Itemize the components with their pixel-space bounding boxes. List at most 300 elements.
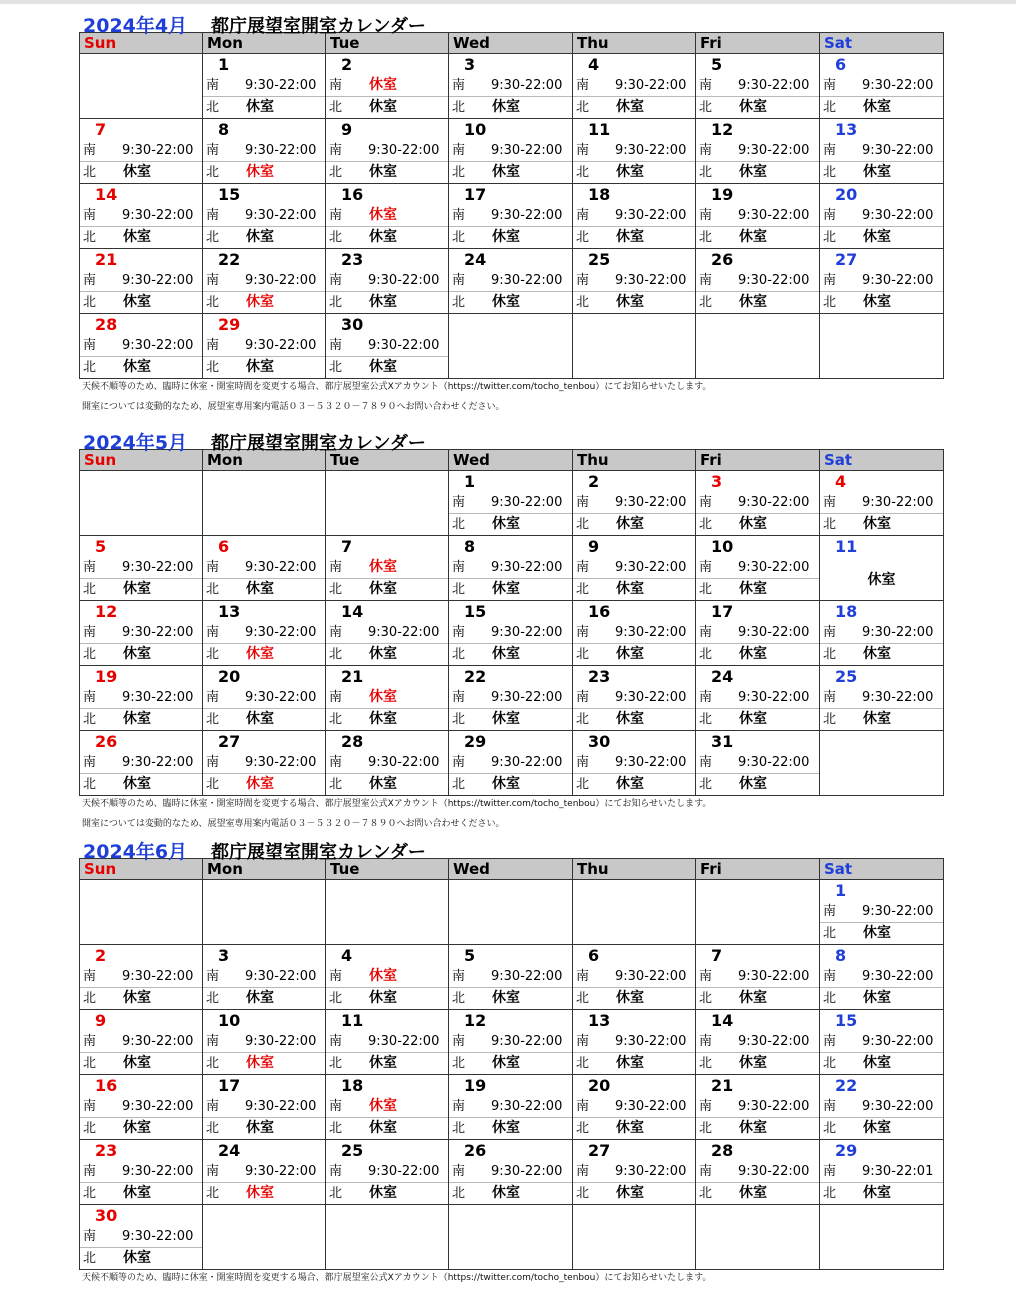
south-observatory-row (573, 140, 695, 162)
south-hours: 9:30-22:00 (245, 1164, 317, 1179)
south-label: 南 (83, 560, 97, 575)
south-label: 南 (329, 78, 343, 93)
south-hours: 9:30-22:00 (862, 208, 934, 223)
day-cell (203, 666, 326, 731)
north-label: 北 (576, 517, 590, 532)
day-cell (820, 249, 944, 314)
weekday-header: Fri (696, 33, 820, 54)
south-observatory-row (449, 140, 572, 162)
north-observatory-row (80, 709, 202, 730)
north-observatory-row (80, 357, 202, 378)
north-observatory-row (573, 227, 695, 248)
north-hours: 休室 (123, 581, 151, 597)
south-label: 南 (83, 1034, 97, 1049)
north-label: 北 (206, 295, 220, 310)
north-observatory-row (80, 162, 202, 183)
day-number: 14 (95, 185, 118, 204)
day-cell (573, 184, 696, 249)
north-observatory-row (203, 988, 325, 1009)
south-label: 南 (823, 625, 837, 640)
south-hours: 9:30-22:00 (491, 208, 563, 223)
south-hours: 9:30-22:00 (862, 273, 934, 288)
south-observatory-row (820, 140, 943, 162)
south-hours: 9:30-22:00 (738, 1099, 810, 1114)
north-observatory-row (820, 988, 943, 1009)
day-cell (203, 314, 326, 379)
north-hours: 休室 (616, 294, 644, 310)
south-label: 南 (452, 690, 466, 705)
north-label: 北 (452, 1056, 466, 1071)
south-observatory-row (80, 557, 202, 579)
day-cell (696, 1075, 820, 1140)
day-cell (820, 601, 944, 666)
weekday-header: Tue (326, 859, 449, 880)
south-observatory-row (449, 687, 572, 709)
north-label: 北 (576, 1121, 590, 1136)
empty-day-cell (80, 54, 203, 119)
north-observatory-row (80, 774, 202, 795)
north-observatory-row (573, 709, 695, 730)
north-observatory-row (696, 162, 819, 183)
week-row (80, 184, 944, 249)
day-number: 24 (711, 667, 734, 686)
day-cell (80, 249, 203, 314)
south-observatory-row (80, 622, 202, 644)
north-observatory-row (326, 162, 448, 183)
north-label: 北 (329, 165, 343, 180)
south-label: 南 (576, 625, 590, 640)
north-hours: 休室 (246, 581, 274, 597)
south-observatory-row (449, 1096, 572, 1118)
day-cell (449, 471, 573, 536)
north-observatory-row (449, 227, 572, 248)
north-hours: 休室 (246, 1055, 274, 1071)
day-cell (203, 1010, 326, 1075)
north-hours: 休室 (492, 711, 520, 727)
north-hours: 休室 (369, 1185, 397, 1201)
north-hours: 休室 (739, 1185, 767, 1201)
month-calendar (79, 836, 943, 1290)
south-label: 南 (206, 1164, 220, 1179)
south-label: 南 (823, 1099, 837, 1114)
north-observatory-row (449, 1183, 572, 1204)
north-observatory-row (326, 709, 448, 730)
weekday-header-row (80, 859, 944, 880)
north-label: 北 (329, 230, 343, 245)
weekday-header: Wed (449, 859, 573, 880)
south-observatory-row (449, 75, 572, 97)
south-hours: 9:30-22:00 (245, 273, 317, 288)
south-hours: 9:30-22:00 (615, 560, 687, 575)
day-number: 25 (835, 667, 858, 686)
south-label: 南 (823, 1034, 837, 1049)
north-observatory-row (80, 1183, 202, 1204)
south-observatory-row (80, 687, 202, 709)
south-label: 南 (83, 1164, 97, 1179)
north-observatory-row (203, 292, 325, 313)
north-observatory-row (326, 357, 448, 378)
north-observatory-row (326, 1053, 448, 1074)
south-label: 南 (329, 1034, 343, 1049)
north-hours: 休室 (616, 711, 644, 727)
weekday-header: Sun (80, 450, 203, 471)
day-cell (203, 54, 326, 119)
south-observatory-row (573, 557, 695, 579)
day-number: 15 (835, 1011, 858, 1030)
south-observatory-row (573, 205, 695, 227)
north-label: 北 (576, 777, 590, 792)
day-cell (449, 1010, 573, 1075)
north-hours: 休室 (863, 99, 891, 115)
weekday-header: Mon (203, 859, 326, 880)
south-observatory-row (326, 270, 448, 292)
south-hours: 9:30-22:00 (245, 690, 317, 705)
day-number: 24 (464, 250, 487, 269)
south-hours: 9:30-22:00 (615, 208, 687, 223)
north-observatory-row (696, 709, 819, 730)
day-cell (573, 945, 696, 1010)
south-hours: 休室 (369, 77, 397, 93)
day-number: 6 (218, 537, 230, 556)
weekday-header: Wed (449, 450, 573, 471)
north-observatory-row (326, 774, 448, 795)
north-observatory-row (696, 644, 819, 665)
north-label: 北 (329, 1121, 343, 1136)
empty-day-cell (449, 1205, 573, 1270)
south-observatory-row (449, 622, 572, 644)
day-cell (820, 945, 944, 1010)
day-cell (203, 184, 326, 249)
south-observatory-row (203, 205, 325, 227)
south-hours: 9:30-22:00 (615, 755, 687, 770)
day-number: 21 (341, 667, 364, 686)
day-number: 5 (464, 946, 476, 965)
south-label: 南 (823, 495, 837, 510)
south-observatory-row (696, 557, 819, 579)
day-cell (326, 945, 449, 1010)
north-observatory-row (80, 1118, 202, 1139)
day-number: 20 (218, 667, 241, 686)
north-observatory-row (820, 1118, 943, 1139)
north-hours: 休室 (123, 1120, 151, 1136)
day-number: 18 (835, 602, 858, 621)
north-label: 北 (83, 360, 97, 375)
north-label: 北 (823, 926, 837, 941)
south-label: 南 (576, 1099, 590, 1114)
south-label: 南 (452, 208, 466, 223)
south-observatory-row (820, 1031, 943, 1053)
day-number: 11 (588, 120, 611, 139)
north-hours: 休室 (863, 925, 891, 941)
weekday-header: Wed (449, 33, 573, 54)
north-observatory-row (449, 709, 572, 730)
weekday-header-row (80, 450, 944, 471)
south-observatory-row (696, 1161, 819, 1183)
north-observatory-row (326, 644, 448, 665)
south-hours: 9:30-22:00 (615, 273, 687, 288)
south-observatory-row (820, 622, 943, 644)
weekday-header: Thu (573, 450, 696, 471)
day-cell (696, 1140, 820, 1205)
day-number: 17 (218, 1076, 241, 1095)
north-observatory-row (573, 97, 695, 118)
south-label: 南 (206, 208, 220, 223)
south-label: 南 (329, 208, 343, 223)
north-label: 北 (83, 1186, 97, 1201)
day-number: 27 (835, 250, 858, 269)
north-observatory-row (80, 1053, 202, 1074)
south-observatory-row (573, 1096, 695, 1118)
day-number: 23 (341, 250, 364, 269)
north-hours: 休室 (369, 294, 397, 310)
north-hours: 休室 (369, 99, 397, 115)
day-cell (326, 601, 449, 666)
north-observatory-row (696, 1053, 819, 1074)
north-label: 北 (329, 712, 343, 727)
south-hours: 9:30-22:00 (491, 560, 563, 575)
north-observatory-row (573, 774, 695, 795)
south-hours: 9:30-22:00 (368, 338, 440, 353)
north-observatory-row (203, 1183, 325, 1204)
south-label: 南 (699, 1099, 713, 1114)
south-hours: 9:30-22:00 (245, 78, 317, 93)
day-cell (326, 314, 449, 379)
month-title-bar (79, 427, 943, 454)
day-cell (80, 1140, 203, 1205)
day-cell (449, 731, 573, 796)
day-cell (203, 119, 326, 184)
north-label: 北 (576, 100, 590, 115)
south-label: 南 (329, 1099, 343, 1114)
day-cell (573, 471, 696, 536)
north-hours: 休室 (739, 1055, 767, 1071)
north-hours: 休室 (246, 1185, 274, 1201)
empty-day-cell (696, 1205, 820, 1270)
south-label: 南 (83, 273, 97, 288)
south-hours: 9:30-22:00 (862, 1034, 934, 1049)
north-observatory-row (696, 988, 819, 1009)
south-observatory-row (326, 687, 448, 709)
north-observatory-row (203, 97, 325, 118)
south-hours: 9:30-22:01 (862, 1164, 934, 1179)
week-row (80, 249, 944, 314)
south-label: 南 (699, 969, 713, 984)
south-hours: 9:30-22:00 (615, 1034, 687, 1049)
day-number: 22 (218, 250, 241, 269)
south-hours: 9:30-22:00 (738, 208, 810, 223)
day-number: 22 (464, 667, 487, 686)
north-observatory-row (449, 97, 572, 118)
south-observatory-row (573, 1161, 695, 1183)
day-cell (449, 54, 573, 119)
north-hours: 休室 (616, 516, 644, 532)
south-label: 南 (823, 1164, 837, 1179)
day-cell (449, 119, 573, 184)
north-hours: 休室 (739, 581, 767, 597)
north-label: 北 (699, 517, 713, 532)
south-hours: 9:30-22:00 (368, 625, 440, 640)
weekday-header: Sat (820, 450, 944, 471)
north-hours: 休室 (739, 776, 767, 792)
north-hours: 休室 (616, 1185, 644, 1201)
day-cell (573, 119, 696, 184)
north-observatory-row (80, 579, 202, 600)
month-title-bar (79, 836, 943, 863)
south-hours: 9:30-22:00 (122, 143, 194, 158)
south-label: 南 (576, 273, 590, 288)
weather-notice: 天候不順等のため、臨時に休室・開室時間を変更する場合、都庁展望室公式Xアカウント（https://twitter.com/tocho_tenbou）にてお知らせいたします。 (82, 382, 712, 392)
day-number: 15 (464, 602, 487, 621)
south-hours: 9:30-22:00 (738, 969, 810, 984)
north-label: 北 (206, 1056, 220, 1071)
north-observatory-row (203, 709, 325, 730)
south-observatory-row (80, 1161, 202, 1183)
north-hours: 休室 (863, 1185, 891, 1201)
day-cell (203, 1140, 326, 1205)
day-cell (449, 945, 573, 1010)
north-label: 北 (576, 165, 590, 180)
south-hours: 9:30-22:00 (245, 969, 317, 984)
south-label: 南 (823, 78, 837, 93)
day-number: 9 (341, 120, 353, 139)
north-label: 北 (576, 1056, 590, 1071)
south-observatory-row (696, 687, 819, 709)
north-observatory-row (203, 357, 325, 378)
north-hours: 休室 (123, 646, 151, 662)
north-label: 北 (452, 230, 466, 245)
south-label: 南 (699, 78, 713, 93)
day-cell (820, 666, 944, 731)
north-hours: 休室 (492, 646, 520, 662)
weekday-header: Mon (203, 33, 326, 54)
south-hours: 9:30-22:00 (738, 495, 810, 510)
empty-day-cell (573, 314, 696, 379)
north-observatory-row (696, 1183, 819, 1204)
north-hours: 休室 (492, 99, 520, 115)
weekday-header: Sun (80, 33, 203, 54)
day-number: 19 (711, 185, 734, 204)
south-hours: 9:30-22:00 (491, 143, 563, 158)
day-number: 4 (588, 55, 600, 74)
empty-day-cell (326, 1205, 449, 1270)
day-cell (449, 536, 573, 601)
south-label: 南 (452, 969, 466, 984)
north-label: 北 (699, 712, 713, 727)
south-observatory-row (80, 335, 202, 357)
north-hours: 休室 (863, 516, 891, 532)
north-hours: 休室 (863, 229, 891, 245)
south-label: 南 (576, 755, 590, 770)
south-hours: 9:30-22:00 (615, 78, 687, 93)
north-label: 北 (206, 777, 220, 792)
day-number: 24 (218, 1141, 241, 1160)
north-hours: 休室 (246, 294, 274, 310)
north-label: 北 (206, 100, 220, 115)
month-title: 2024年4月 (83, 15, 188, 37)
day-number: 10 (464, 120, 487, 139)
south-observatory-row (326, 557, 448, 579)
south-label: 南 (206, 690, 220, 705)
day-number: 4 (835, 472, 847, 491)
north-hours: 休室 (863, 711, 891, 727)
day-cell (696, 666, 820, 731)
north-observatory-row (820, 1183, 943, 1204)
north-label: 北 (699, 100, 713, 115)
calendar-name: 都庁展望室開室カレンダー (211, 842, 426, 863)
south-label: 南 (823, 273, 837, 288)
north-hours: 休室 (492, 581, 520, 597)
south-label: 南 (823, 904, 837, 919)
south-label: 南 (576, 690, 590, 705)
south-label: 南 (83, 625, 97, 640)
north-hours: 休室 (616, 229, 644, 245)
day-number: 2 (341, 55, 353, 74)
south-hours: 9:30-22:00 (368, 755, 440, 770)
north-observatory-row (820, 514, 943, 535)
north-observatory-row (203, 774, 325, 795)
weekday-header: Tue (326, 33, 449, 54)
day-cell (449, 184, 573, 249)
week-row (80, 314, 944, 379)
south-label: 南 (83, 969, 97, 984)
north-observatory-row (80, 227, 202, 248)
day-cell (820, 471, 944, 536)
north-label: 北 (329, 1056, 343, 1071)
day-cell (326, 731, 449, 796)
south-hours: 9:30-22:00 (368, 273, 440, 288)
day-number: 18 (341, 1076, 364, 1095)
south-hours: 9:30-22:00 (491, 755, 563, 770)
north-label: 北 (329, 100, 343, 115)
day-number: 16 (341, 185, 364, 204)
north-hours: 休室 (369, 1055, 397, 1071)
north-hours: 休室 (739, 711, 767, 727)
south-hours: 9:30-22:00 (122, 625, 194, 640)
south-hours: 9:30-22:00 (122, 338, 194, 353)
south-hours: 9:30-22:00 (245, 625, 317, 640)
north-observatory-row (820, 292, 943, 313)
day-number: 3 (218, 946, 230, 965)
south-hours: 9:30-22:00 (122, 1034, 194, 1049)
day-number: 5 (95, 537, 107, 556)
south-observatory-row (203, 140, 325, 162)
south-label: 南 (576, 143, 590, 158)
empty-day-cell (573, 880, 696, 945)
north-observatory-row (203, 1118, 325, 1139)
south-label: 南 (206, 560, 220, 575)
week-row (80, 601, 944, 666)
north-observatory-row (573, 1118, 695, 1139)
south-observatory-row (203, 1161, 325, 1183)
south-observatory-row (820, 901, 943, 923)
south-label: 南 (699, 1034, 713, 1049)
south-label: 南 (452, 273, 466, 288)
north-label: 北 (329, 991, 343, 1006)
south-hours: 休室 (369, 1098, 397, 1114)
day-number: 22 (835, 1076, 858, 1095)
south-observatory-row (449, 752, 572, 774)
north-hours: 休室 (369, 776, 397, 792)
south-label: 南 (699, 560, 713, 575)
south-hours: 9:30-22:00 (122, 755, 194, 770)
north-observatory-row (820, 162, 943, 183)
day-number: 3 (464, 55, 476, 74)
day-cell (573, 731, 696, 796)
north-hours: 休室 (123, 294, 151, 310)
north-observatory-row (449, 774, 572, 795)
south-label: 南 (452, 143, 466, 158)
south-label: 南 (699, 1164, 713, 1179)
